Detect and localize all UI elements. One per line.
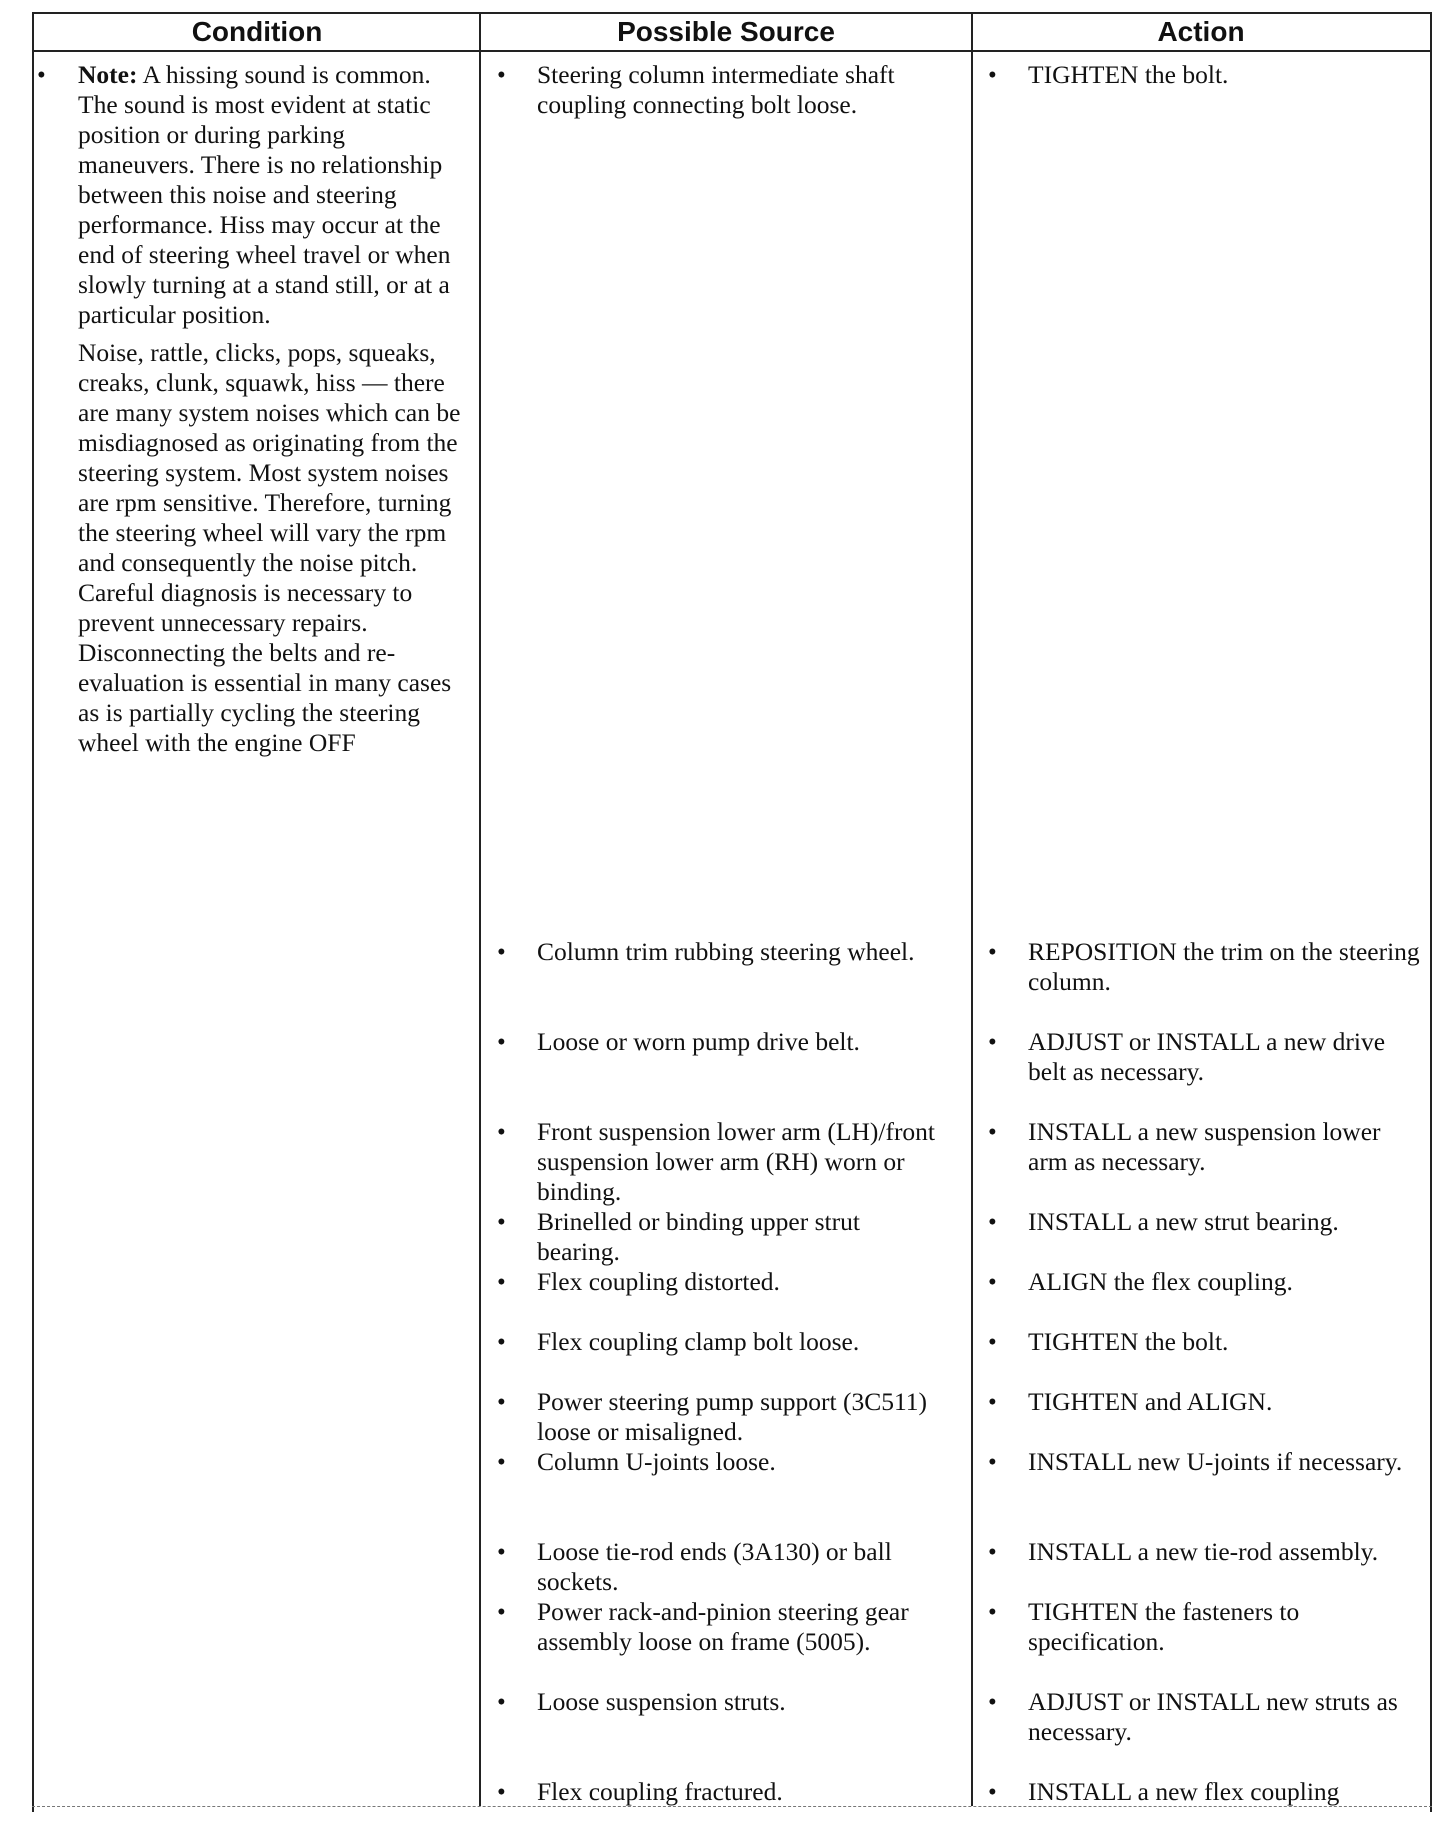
action-bullet: •	[988, 62, 997, 89]
action-cell: INSTALL a new flex coupling	[1028, 1777, 1340, 1806]
source-bullet: •	[497, 62, 506, 89]
source-bullet: •	[497, 939, 506, 966]
action-cell: INSTALL a new suspension lower arm as necessary.	[1028, 1117, 1381, 1176]
source-cell: Loose tie-rod ends (3A130) or ball sockets.	[537, 1537, 892, 1596]
page-bottom-edge	[32, 1806, 1432, 1807]
action-cell: ADJUST or INSTALL a new drive belt as necessary.	[1028, 1027, 1386, 1086]
action-cell: REPOSITION the trim on the steering column.	[1028, 937, 1420, 996]
source-bullet: •	[497, 1689, 506, 1716]
action-cell: TIGHTEN and ALIGN.	[1028, 1387, 1273, 1416]
action-bullet: •	[988, 1599, 997, 1626]
source-bullet: •	[497, 1599, 506, 1626]
source-bullet: •	[497, 1389, 506, 1416]
action-bullet: •	[988, 1209, 997, 1236]
action-cell: INSTALL a new strut bearing.	[1028, 1207, 1339, 1236]
source-bullet: •	[497, 1539, 506, 1566]
source-cell: Loose or worn pump drive belt.	[537, 1027, 860, 1056]
action-cell: INSTALL new U-joints if necessary.	[1028, 1447, 1403, 1476]
source-bullet: •	[497, 1269, 506, 1296]
action-cell: ADJUST or INSTALL new struts as necessary.	[1028, 1687, 1398, 1746]
source-bullet: •	[497, 1329, 506, 1356]
source-cell: Column trim rubbing steering wheel.	[537, 937, 915, 966]
header-source: Possible Source	[480, 14, 972, 52]
column-divider-1	[479, 14, 481, 1806]
source-cell: Flex coupling distorted.	[537, 1267, 780, 1296]
note-text: A hissing sound is common. The sound is most evident at static position or during parking maneuvers. There is no relationship between this noise and steering performance. Hiss may occur at the end of steering wheel travel or when slowly turning at a stand still, or at a particular position.	[78, 60, 451, 329]
action-bullet: •	[988, 1269, 997, 1296]
action-bullet: •	[988, 1779, 997, 1806]
source-cell: Front suspension lower arm (LH)/front suspension lower arm (RH) worn or binding.	[537, 1117, 936, 1206]
source-bullet: •	[497, 1449, 506, 1476]
action-cell: TIGHTEN the fasteners to specification.	[1028, 1597, 1300, 1656]
note-label: Note:	[78, 60, 138, 89]
source-cell: Column U-joints loose.	[537, 1447, 776, 1476]
source-cell: Power rack-and-pinion steering gear assembly loose on frame (5005).	[537, 1597, 909, 1656]
header-condition: Condition	[34, 14, 480, 52]
column-divider-2	[971, 14, 973, 1806]
action-bullet: •	[988, 1449, 997, 1476]
source-cell: Loose suspension struts.	[537, 1687, 786, 1716]
source-bullet: •	[497, 1209, 506, 1236]
source-bullet: •	[497, 1119, 506, 1146]
action-bullet: •	[988, 1539, 997, 1566]
source-cell: Power steering pump support (3C511) loose or misaligned.	[537, 1387, 928, 1446]
source-cell: Flex coupling clamp bolt loose.	[537, 1327, 860, 1356]
action-cell: ALIGN the flex coupling.	[1028, 1267, 1293, 1296]
action-bullet: •	[988, 1029, 997, 1056]
action-cell: TIGHTEN the bolt.	[1028, 60, 1229, 89]
action-bullet: •	[988, 1119, 997, 1146]
condition-bullet: •	[37, 62, 46, 89]
source-bullet: •	[497, 1779, 506, 1806]
condition-text	[78, 60, 468, 758]
action-bullet: •	[988, 1329, 997, 1356]
condition-note-paragraph	[78, 60, 468, 330]
source-cell: Flex coupling fractured.	[537, 1777, 783, 1806]
header-action: Action	[972, 14, 1430, 52]
action-bullet: •	[988, 939, 997, 966]
source-cell: Steering column intermediate shaft coupling connecting bolt loose.	[537, 60, 895, 119]
action-bullet: •	[988, 1389, 997, 1416]
condition-noise-paragraph: Noise, rattle, clicks, pops, squeaks, creaks, clunk, squawk, hiss — there are many system noises which can be misdiagnosed as originating from the steering system. Most system noises are rpm sensitive. Therefore, turning the steering wheel will vary the rpm and consequently the noise pitch. Careful diagnosis is necessary to prevent unnecessary repairs. Disconnecting the belts and re-evaluation is essential in many cases as is partially cycling the steering wheel with the engine OFF	[78, 338, 461, 757]
source-cell: Brinelled or binding upper strut bearing.	[537, 1207, 860, 1266]
action-cell: TIGHTEN the bolt.	[1028, 1327, 1229, 1356]
action-bullet: •	[988, 1689, 997, 1716]
action-cell: INSTALL a new tie-rod assembly.	[1028, 1537, 1379, 1566]
source-bullet: •	[497, 1029, 506, 1056]
